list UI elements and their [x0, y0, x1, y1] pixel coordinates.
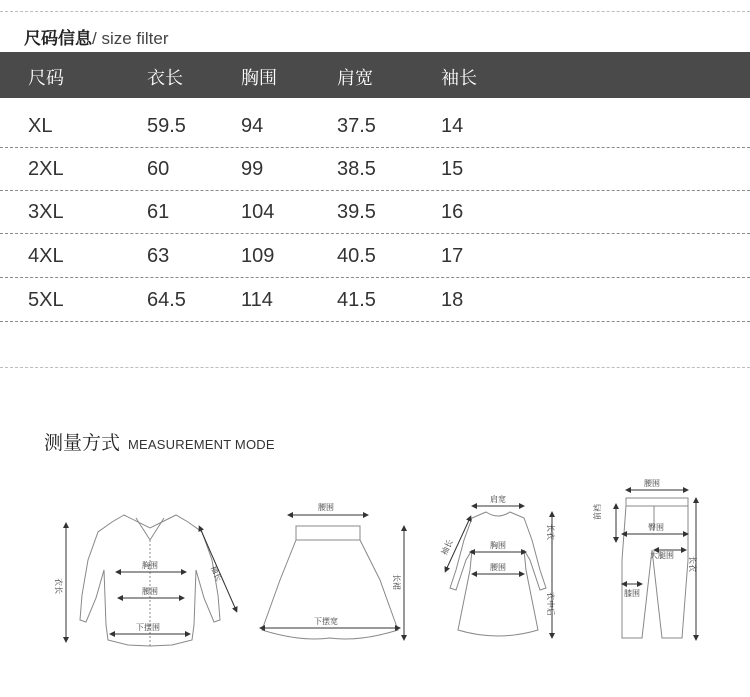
skirt-waist-label: 腰围	[318, 503, 334, 512]
dress-chest-label: 胸围	[490, 541, 506, 550]
shirt-hem-label: 下摆围	[136, 623, 160, 632]
skirt-hem-label: 下摆宽	[314, 617, 338, 626]
dress-length-label: 长衣	[546, 524, 555, 540]
col-header-sleeve: 袖长	[441, 68, 477, 89]
size-table-header	[0, 52, 750, 98]
cell-shoulder: 40.5	[337, 245, 376, 267]
measurement-diagrams	[0, 460, 750, 697]
dress-waist-label: 腰围	[490, 563, 506, 572]
shirt-length-label: 衣长	[54, 578, 63, 594]
measure-title-en: MEASUREMENT MODE	[128, 437, 275, 452]
pants-diagram	[622, 498, 688, 638]
table-row	[0, 105, 750, 148]
dress-center-label: 衣中后	[546, 592, 555, 616]
pants-length-label: 长衣	[688, 556, 697, 572]
top-dotted-divider	[0, 11, 750, 12]
row-divider	[0, 233, 750, 234]
shirt-waist-label: 腰围	[142, 587, 158, 596]
size-filter-label: / size filter	[92, 29, 169, 48]
col-header-shoulder: 肩宽	[337, 68, 373, 89]
cell-shoulder: 41.5	[337, 289, 376, 311]
measure-title-cn: 测量方式	[44, 432, 121, 454]
pants-front-rise-label: 前裆	[593, 504, 602, 520]
cell-size: 3XL	[28, 201, 64, 223]
cell-chest: 104	[241, 201, 275, 223]
cell-sleeve: 17	[441, 245, 464, 267]
cell-length: 60	[147, 158, 170, 180]
cell-sleeve: 18	[441, 289, 464, 311]
cell-length: 64.5	[147, 289, 186, 311]
cell-length: 59.5	[147, 115, 186, 137]
cell-size: 4XL	[28, 245, 64, 267]
pants-knee-label: 膝围	[624, 589, 640, 598]
cell-size: 2XL	[28, 158, 64, 180]
dress-sleeve-label: 袖长	[439, 538, 455, 557]
table-row	[0, 148, 750, 191]
shirt-collar	[136, 518, 164, 540]
cell-length: 63	[147, 245, 170, 267]
cell-sleeve: 15	[441, 158, 464, 180]
measurement-mode-title	[44, 428, 275, 455]
size-info-title: 尺码信息	[24, 29, 92, 49]
skirt-length-label: 长裙	[392, 574, 401, 590]
section-dotted-divider	[0, 367, 750, 368]
pants-thigh-label: 大腿围	[650, 551, 674, 560]
pants-hip-label: 臀围	[648, 523, 664, 532]
table-row	[0, 235, 750, 278]
cell-size: XL	[28, 115, 53, 137]
skirt-waistband	[296, 526, 360, 540]
cell-shoulder: 37.5	[337, 115, 376, 137]
cell-size: 5XL	[28, 289, 64, 311]
dress-shoulder-label: 肩宽	[490, 495, 506, 504]
col-header-length: 衣长	[147, 68, 183, 89]
cell-shoulder: 38.5	[337, 158, 376, 180]
pants-waistband	[626, 498, 688, 506]
table-row	[0, 191, 750, 234]
shirt-sleeve-label: 袖长	[208, 564, 224, 583]
table-row	[0, 279, 750, 322]
cell-sleeve: 14	[441, 115, 464, 137]
cell-chest: 109	[241, 245, 275, 267]
cell-length: 61	[147, 201, 170, 223]
col-header-size: 尺码	[28, 68, 64, 89]
row-divider	[0, 277, 750, 278]
cell-chest: 99	[241, 158, 264, 180]
cell-chest: 114	[241, 289, 273, 311]
size-info-header	[24, 24, 169, 49]
pants-waist-label: 腰围	[644, 479, 660, 488]
row-divider	[0, 321, 750, 322]
col-header-chest: 胸围	[241, 68, 277, 89]
shirt-chest-label: 胸围	[142, 561, 158, 570]
cell-chest: 94	[241, 115, 264, 137]
cell-shoulder: 39.5	[337, 201, 376, 223]
cell-sleeve: 16	[441, 201, 464, 223]
